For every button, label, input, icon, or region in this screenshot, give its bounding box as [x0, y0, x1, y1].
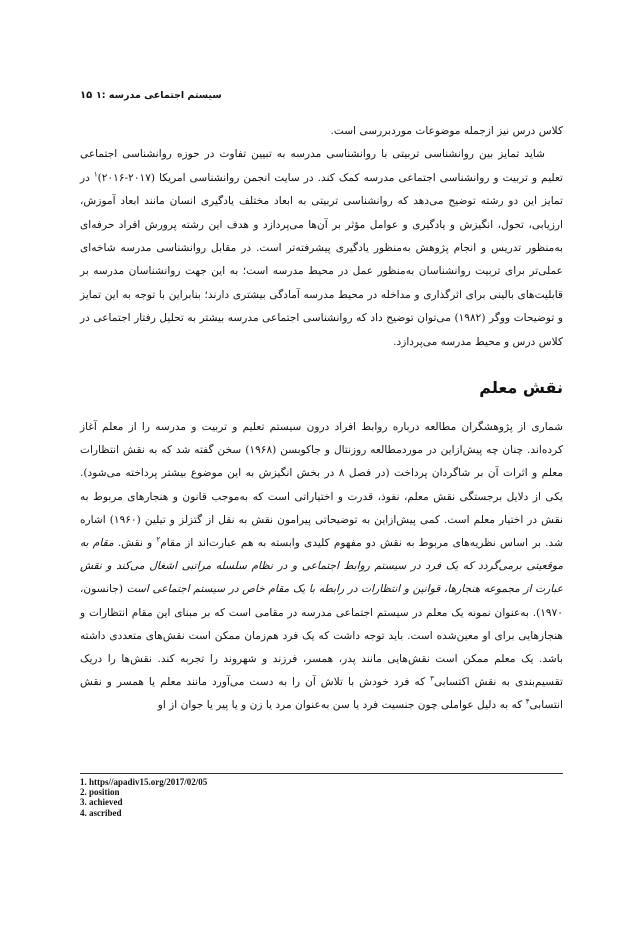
paragraph-text: شاید تمایز بین روانشناسی تربیتی با روانشناسی مدرسه به تبیین تفاوت در حوزه روانشناسی اجتماعی تعلیم و تربیت و روانشناسی اجتماعی مدرسه کمک کند. در سایت انجمن روانشناسی امریکا (۲۰۱۷-۲۰۱۶) — [80, 148, 563, 184]
footnote-divider — [80, 773, 563, 774]
footnote-item: 2. position — [80, 787, 120, 798]
paragraph-text: در تمایز این دو رشته توضیح می‌دهد که روانشناسی تربیتی به ابعاد مختلف یادگیری انسان مانند ابعاد آموزش، ارزیابی، تحول، انگیزش و یادگیری و عوامل مؤثر بر آن‌ها می‌پردازد و هدف این رشته پرورش افراد حرفه‌ای به‌منظور تدریس و انجام پژوهش به‌منظور یادگیری پیشرفته‌تر است. در مقابل روانشناسی مدرسه شاخه‌ای عملی‌تر برای تربیت روانشناسان به‌منظور عمل در محیط مدرسه است؛ به این جهت روانشناسان مدرسه بر قابلیت‌های بالینی برای اثرگذاری و مداخله در محیط مدرسه آمادگی بیشتری دارند؛ بنابراین با توجه به این تمایز و توضیحات ووگر (۱۹۸۲) می‌توان توضیح داد که روانشناسی اجتماعی مدرسه بیشتر به تحلیل رفتار اجتماعی در کلاس درس و محیط مدرسه می‌پردازد. — [80, 171, 563, 348]
chapter-title: ۱: سیستم اجتماعی مدرسه — [96, 90, 222, 101]
section-text — [80, 416, 563, 718]
footnote-reference: ۴ — [525, 697, 530, 706]
running-header — [80, 88, 563, 104]
definition-text: مقام به موقعیتی برمی‌گردد که یک فرد در سیستم روابط اجتماعی و در نظام سلسله مراتبی اشغال می‌کند و نقش عبارت از مجموعه هنجارها، قوانین و انتظارات در رابطه با یک مقام خاص در سیستم اجتماعی است — [80, 537, 563, 596]
document-page — [80, 80, 563, 840]
footnote-item: 3. achieved — [80, 797, 123, 808]
footnote-item: 1. https//apadiv15.org/2017/02/05 — [80, 777, 208, 787]
section-heading: نقش معلم — [479, 378, 563, 397]
footnote-reference: ۱ — [93, 170, 98, 179]
paragraph-text: که فرد خودش با تلاش آن را به دست می‌آورد مانند معلم یا همسر و نقش انتسابی — [80, 676, 563, 712]
paragraph-text: (جانسون، ۱۹۷۰). به‌عنوان نمونه یک معلم در سیستم اجتماعی مدرسه در مقامی است که بر مبنای این مقام انتظارات و هنجارهایی برای او معین‌شده است. باید توجه داشت که یک فرد هم‌زمان ممکن است نقش‌های متعددی داشته باشد. یک معلم ممکن است نقش‌هایی مانند پدر، همسر، فرزند و شهروند را تجربه کند. نقش‌ها را دریک تقسیم‌بندی به نقش اکتسابی — [80, 583, 564, 689]
paragraph-text: که به دلیل عواملی چون جنسیت فرد یا سن به‌عنوان مرد یا زن و یا پیر یا جوان از او — [157, 699, 526, 712]
footnote-reference: ۲ — [156, 535, 161, 544]
intro-text — [80, 120, 563, 354]
footnote-item: 4. ascribed — [80, 807, 122, 818]
paragraph — [80, 416, 563, 718]
page-number: ۱۵ — [80, 90, 93, 101]
paragraph-text: شماری از پژوهشگران مطالعه درباره روابط افراد درون سیستم تعلیم و تربیت و مدرسه را از معلم آغاز کرده‌اند. چنان چه پیش‌ازاین در موردمطالعه روزنتال و جاکوبسن (۱۹۶۸) سخن گفته شد که به نقش انتظارات معلم و اثرات آن بر شاگردان پرداخت (در فصل ۸ در بخش انگیزش به این موضوع بیشتر پرداخته می‌شود). یکی از دلایل برجستگی نقش معلم، نفوذ، قدرت و اختیاراتی است که به‌موجب قانون و هنجارهای مربوط به نقش در اختیار معلم است. کمی پیش‌ازاین به توضیحاتی پیرامون نقش به نقل از گتزلز و تیلین (۱۹۶۰) اشاره شد. بر اساس نظریه‌های مربوط به نقش دو مفهوم کلیدی وابسته به هم عبارت‌اند از مقام — [80, 421, 564, 550]
paragraph: کلاس درس نیز ازجمله موضوعات موردبررسی است. — [330, 125, 563, 137]
paragraph-text: و نقش. — [113, 537, 157, 550]
paragraph — [80, 143, 563, 354]
footnotes — [80, 777, 380, 818]
footnote-reference: ۳ — [430, 674, 434, 683]
